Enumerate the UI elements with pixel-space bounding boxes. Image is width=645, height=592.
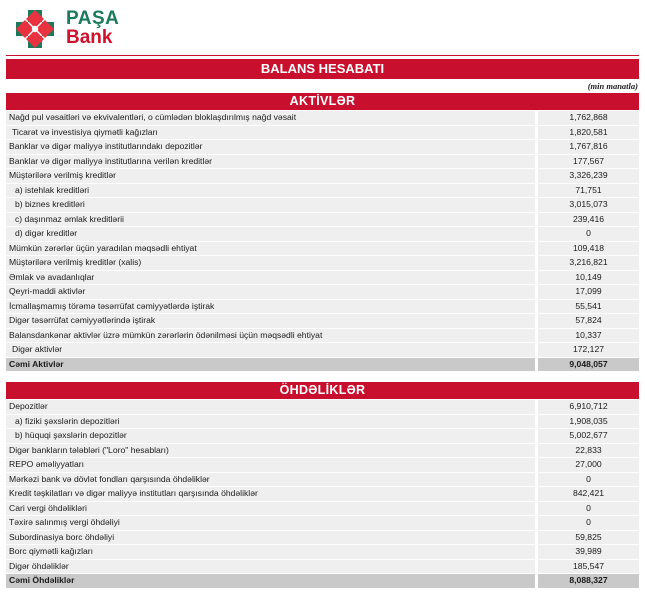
- row-label: REPO əməliyyatları: [6, 458, 535, 473]
- row-label: Ticarət və investisiya qiymətli kağızları: [6, 126, 535, 141]
- row-value: 1,767,816: [538, 140, 639, 155]
- table-row: [6, 329, 639, 344]
- row-value: 55,541: [538, 300, 639, 315]
- table-row: [6, 502, 639, 517]
- total-row: [6, 358, 639, 373]
- total-label: Cəmi Öhdəliklər: [6, 574, 535, 589]
- table-row: [6, 227, 639, 242]
- row-label: Digər aktivlər: [6, 343, 535, 358]
- table-row: [6, 140, 639, 155]
- table-row: [6, 242, 639, 257]
- row-label: Kredit təşkilatları və digər maliyyə institutları qarşısında öhdəliklər: [6, 487, 535, 502]
- row-value: 57,824: [538, 314, 639, 329]
- row-label: Borc qiymətli kağızları: [6, 545, 535, 560]
- row-label: a) fiziki şəxslərin depozitləri: [6, 415, 535, 430]
- logo-mark-icon: [14, 8, 56, 50]
- table-row: [6, 415, 639, 430]
- row-label: Depozitlər: [6, 400, 535, 415]
- table-row: [6, 516, 639, 531]
- row-label: b) hüquqi şəxslərin depozitlər: [6, 429, 535, 444]
- row-label: Banklar və digər maliyyə institutlarına verilən kreditlər: [6, 155, 535, 170]
- table-row: [6, 256, 639, 271]
- row-label: Mümkün zərərlər üçün yaradılan məqsədli ehtiyat: [6, 242, 535, 257]
- row-value: 17,099: [538, 285, 639, 300]
- table-row: [6, 531, 639, 546]
- table-row: [6, 213, 639, 228]
- row-label: Balansdankənar aktivlər üzrə mümkün zərərlərin ödənilməsi üçün məqsədli ehtiyat: [6, 329, 535, 344]
- row-label: İcmallaşmamış törəmə təsərrüfat cəmiyyətlərdə iştirak: [6, 300, 535, 315]
- row-label: Müştərilərə verilmiş kreditlər: [6, 169, 535, 184]
- table-row: [6, 444, 639, 459]
- row-value: 1,908,035: [538, 415, 639, 430]
- header-divider: [6, 55, 639, 56]
- row-value: 22,833: [538, 444, 639, 459]
- table-row: [6, 560, 639, 575]
- table-row: [6, 429, 639, 444]
- table-row: [6, 111, 639, 126]
- assets-table: [6, 111, 639, 372]
- row-value: 1,820,581: [538, 126, 639, 141]
- row-label: Digər bankların tələbləri ("Loro" hesabları): [6, 444, 535, 459]
- total-value: 8,088,327: [538, 574, 639, 589]
- paşa-bank-logo: [14, 8, 204, 50]
- table-row: [6, 545, 639, 560]
- row-value: 39,989: [538, 545, 639, 560]
- row-label: c) daşınmaz əmlak kreditlərii: [6, 213, 535, 228]
- row-label: d) digər kreditlər: [6, 227, 535, 242]
- row-value: 10,337: [538, 329, 639, 344]
- table-row: [6, 198, 639, 213]
- report-title: BALANS HESABATI: [6, 59, 639, 79]
- table-row: [6, 300, 639, 315]
- row-value: 172,127: [538, 343, 639, 358]
- row-label: Digər təsərrüfat cəmiyyətlərində iştirak: [6, 314, 535, 329]
- table-row: [6, 169, 639, 184]
- row-value: 239,416: [538, 213, 639, 228]
- row-value: 59,825: [538, 531, 639, 546]
- liabilities-section-title: ÖHDƏLİKLƏR: [6, 382, 639, 399]
- row-value: 3,015,073: [538, 198, 639, 213]
- table-row: [6, 343, 639, 358]
- unit-note: (min manatla): [587, 81, 638, 91]
- brand-name-line2: Bank: [66, 27, 113, 48]
- row-label: Nağd pul vəsaitləri və ekvivalentləri, o cümlədən bloklaşdırılmış nağd vəsait: [6, 111, 535, 126]
- table-row: [6, 184, 639, 199]
- liabilities-table: [6, 400, 639, 589]
- table-row: [6, 487, 639, 502]
- total-label: Cəmi Aktivlər: [6, 358, 535, 373]
- row-value: 0: [538, 227, 639, 242]
- row-label: a) istehlak kreditləri: [6, 184, 535, 199]
- total-value: 9,048,057: [538, 358, 639, 373]
- row-value: 71,751: [538, 184, 639, 199]
- table-row: [6, 400, 639, 415]
- row-label: Cari vergi öhdəlikləri: [6, 502, 535, 517]
- row-value: 185,547: [538, 560, 639, 575]
- row-value: 3,216,821: [538, 256, 639, 271]
- row-value: 842,421: [538, 487, 639, 502]
- row-value: 0: [538, 473, 639, 488]
- row-value: 3,326,239: [538, 169, 639, 184]
- assets-section-title: AKTİVLƏR: [6, 93, 639, 110]
- row-label: b) biznes kreditləri: [6, 198, 535, 213]
- table-row: [6, 155, 639, 170]
- row-label: Müştərilərə verilmiş kreditlər (xalis): [6, 256, 535, 271]
- row-label: Qeyri-maddi aktivlər: [6, 285, 535, 300]
- row-label: Banklar və digər maliyyə institutlarındakı depozitlər: [6, 140, 535, 155]
- row-value: 0: [538, 516, 639, 531]
- row-label: Digər öhdəliklər: [6, 560, 535, 575]
- row-label: Əmlak və avadanlıqlar: [6, 271, 535, 286]
- table-row: [6, 458, 639, 473]
- row-label: Təxirə salınmış vergi öhdəliyi: [6, 516, 535, 531]
- row-value: 10,149: [538, 271, 639, 286]
- table-row: [6, 314, 639, 329]
- table-row: [6, 271, 639, 286]
- table-row: [6, 285, 639, 300]
- total-row: [6, 574, 639, 589]
- table-row: [6, 473, 639, 488]
- row-value: 6,910,712: [538, 400, 639, 415]
- brand-name-line1: PAŞA: [66, 8, 120, 29]
- row-value: 27,000: [538, 458, 639, 473]
- table-row: [6, 126, 639, 141]
- row-value: 0: [538, 502, 639, 517]
- row-label: Subordinasiya borc öhdəliyi: [6, 531, 535, 546]
- row-value: 177,567: [538, 155, 639, 170]
- row-label: Mərkəzi bank və dövlət fondları qarşısında öhdəliklər: [6, 473, 535, 488]
- row-value: 5,002,677: [538, 429, 639, 444]
- row-value: 109,418: [538, 242, 639, 257]
- row-value: 1,762,868: [538, 111, 639, 126]
